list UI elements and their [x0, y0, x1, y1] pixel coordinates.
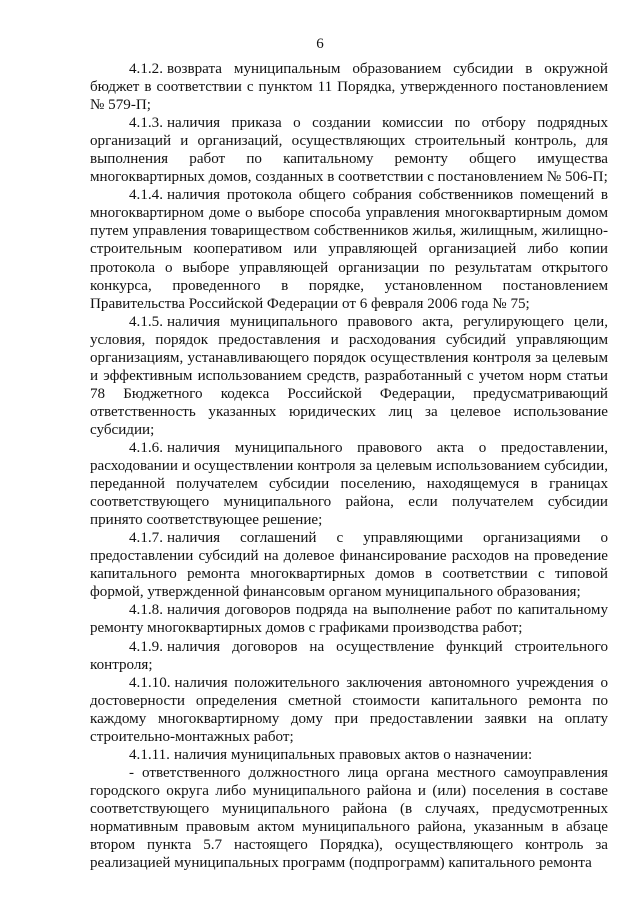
paragraph-text: наличия протокола общего собрания собственников помещений в многоквартирном доме о выборе способа управления многоквартирным домом путем управления товариществом собственников жилья, жилищным, жилищно-строительным кооперативом или управляющей организацией либо копии протокола о выборе управляющей организации по результатам открытого конкурса, проведенного в порядке, установленном постановлением Правительства Российской Федерации от 6 февраля 2006 года № 75; [90, 187, 608, 312]
paragraph-4-1-8 [90, 601, 608, 637]
paragraph-4-1-7 [90, 529, 608, 601]
paragraph-number: 4.1.7. [129, 530, 163, 547]
paragraph-text: наличия муниципального правового акта, регулирующего цели, условия, порядок предоставления и расходования субсидий управляющим организациям, устанавливающего порядок осуществления контроля за целевым и эффективным использованием средств, разработанный с учетом норм статьи 78 Бюджетного кодекса Российской Федерации, предусматривающий ответственность указанных юридических лиц за целевое использование субсидии; [90, 313, 608, 438]
paragraph-text: - ответственного должностного лица органа местного самоуправления городского округа либо муниципального района и (или) поселения в составе соответствующего муниципального района (в случаях, предусмотренных нормативным правовым актом муниципального района, указанным в абзаце втором пункта 5.7 настоящего Порядка), осуществляющего контроль за реализацией муниципальных программ (подпрограмм) капитального ремонта [90, 764, 608, 872]
paragraph-text: наличия договоров на осуществление функций строительного контроля; [90, 638, 608, 673]
paragraph-4-1-11 [90, 746, 608, 764]
document-body [90, 60, 608, 872]
paragraph-number: 4.1.10. [129, 674, 171, 691]
paragraph-number: 4.1.2. [129, 61, 163, 77]
paragraph-4-1-4 [90, 186, 608, 312]
paragraph-text: наличия положительного заключения автономного учреждения о достоверности определения сметной стоимости капитального ремонта по каждому многоквартирному дому при предоставлении заявки на оплату строительно-монтажных работ; [90, 674, 608, 745]
paragraph-number: 4.1.6. [129, 439, 163, 456]
paragraph-4-1-6 [90, 439, 608, 529]
paragraph-4-1-2 [90, 60, 608, 114]
paragraph-number: 4.1.4. [129, 187, 163, 204]
paragraph-text: наличия соглашений с управляющими организациями о предоставлении субсидий на долевое финансирование расходов на проведение капитального ремонта многоквартирных домов в соответствии с типовой формой, утвержденной финансовым органом муниципального образования; [90, 530, 608, 601]
paragraph-text: наличия муниципального правового акта о предоставлении, расходовании и осуществлении контроля за целевым использованием субсидии, переданной получателем субсидии поселению, находящемуся в границах соответствующего муниципального района, если получателем субсидии принято соответствующее решение; [90, 439, 608, 529]
paragraph-number: 4.1.11. [129, 746, 170, 763]
paragraph-number: 4.1.3. [129, 115, 163, 132]
paragraph-text: наличия договоров подряда на выполнение работ по капитальному ремонту многоквартирных домов с графиками производства работ; [90, 602, 608, 637]
paragraph-4-1-9 [90, 638, 608, 674]
paragraph-number: 4.1.9. [129, 638, 163, 655]
paragraph-number: 4.1.8. [129, 602, 163, 619]
paragraph-text: возврата муниципальным образованием субсидии в окружной бюджет в соответствии с пунктом 11 Порядка, утвержденного постановлением № 579-П; [90, 61, 608, 114]
paragraph-4-1-5 [90, 313, 608, 439]
page-number: 6 [316, 36, 324, 52]
paragraph-text: наличия муниципальных правовых актов о назначении: [173, 746, 533, 763]
paragraph-list-item [90, 764, 608, 872]
paragraph-number: 4.1.5. [129, 313, 163, 330]
paragraph-4-1-3 [90, 114, 608, 186]
paragraph-4-1-10 [90, 674, 608, 746]
paragraph-text: наличия приказа о создании комиссии по отбору подрядных организаций и организаций, осуществляющих строительный контроль, для выполнения работ по капитальному ремонту общего имущества многоквартирных домов, созданных в соответствии с постановлением № 506-П; [90, 115, 608, 186]
